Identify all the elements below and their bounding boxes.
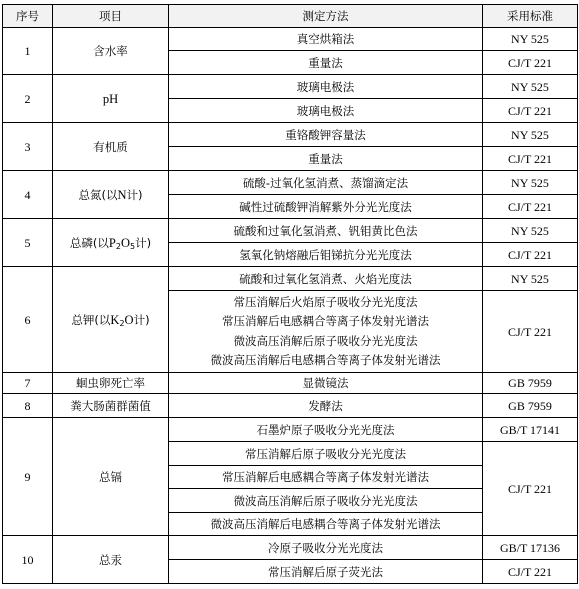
item-formula: K [110, 312, 120, 327]
method-cell: 重铬酸钾容量法 [169, 123, 483, 147]
standard-cell: CJ/T 221 [483, 51, 578, 75]
method-cell: 真空烘箱法 [169, 28, 483, 51]
method-cell-multiline [169, 291, 483, 373]
standard-cell: CJ/T 221 [483, 560, 578, 584]
item-formula: P [108, 235, 116, 250]
method-line: 常压消解后火焰原子吸收分光光度法 [233, 294, 418, 309]
method-cell: 常压消解后原子荧光法 [169, 560, 483, 584]
item-name-prefix: 总磷(以 [69, 235, 109, 250]
standard-cell: GB/T 17141 [483, 418, 578, 442]
method-line: 微波高压消解后电感耦合等离子体发射光谱法 [210, 353, 441, 367]
method-cell: 微波高压消解后电感耦合等离子体发射光谱法 [169, 513, 483, 536]
item-name: 含水率 [53, 28, 169, 75]
item-formula: O [120, 235, 130, 250]
table-row [3, 123, 578, 147]
method-cell: 玻璃电极法 [169, 99, 483, 123]
item-formula: N [117, 187, 127, 202]
method-line: 常压消解后电感耦合等离子体发射光谱法 [222, 314, 429, 328]
row-number: 3 [3, 123, 53, 171]
item-name: 有机质 [53, 123, 169, 171]
standard-cell: CJ/T 221 [483, 147, 578, 171]
standard-cell: CJ/T 221 [483, 195, 578, 219]
row-number: 4 [3, 171, 53, 219]
method-cell: 硫酸和过氧化氢消煮、火焰光度法 [169, 267, 483, 291]
header-standard: 采用标准 [483, 5, 578, 28]
standard-cell: NY 525 [483, 219, 578, 243]
table-row [3, 171, 578, 195]
header-no: 序号 [3, 5, 53, 28]
item-name-suffix: 计) [133, 312, 150, 327]
standard-cell: GB 7959 [483, 394, 578, 418]
method-cell: 重量法 [169, 51, 483, 75]
table-row [3, 536, 578, 560]
standard-cell: CJ/T 221 [483, 99, 578, 123]
table-row [3, 219, 578, 243]
table-row [3, 418, 578, 442]
item-formula-subscript: 5 [129, 241, 136, 251]
item-formula-subscript: 2 [119, 318, 125, 328]
item-name: 总汞 [53, 536, 169, 584]
row-number: 5 [3, 219, 53, 267]
method-cell: 氢氧化钠熔融后钼锑抗分光光度法 [169, 243, 483, 267]
method-cell: 玻璃电极法 [169, 75, 483, 99]
method-cell: 石墨炉原子吸收分光光度法 [169, 418, 483, 442]
row-number: 2 [3, 75, 53, 123]
standard-cell: GB/T 17136 [483, 536, 578, 560]
row-number: 10 [3, 536, 53, 584]
method-line: 微波高压消解后原子吸收分光光度法 [233, 333, 418, 348]
item-name-prefix: 总氮(以 [78, 187, 118, 202]
method-cell: 常压消解后原子吸收分光光度法 [169, 442, 483, 466]
item-name: pH [53, 75, 169, 123]
standard-cell: NY 525 [483, 267, 578, 291]
row-number: 9 [3, 418, 53, 536]
item-name: 粪大肠菌群菌值 [53, 394, 169, 418]
header-method: 测定方法 [169, 5, 483, 28]
item-name [53, 171, 169, 219]
standard-cell: CJ/T 221 [483, 291, 578, 373]
item-name [53, 267, 169, 373]
method-cell: 硫酸-过氧化氢消煮、蒸馏滴定法 [169, 171, 483, 195]
table-row [3, 267, 578, 291]
table-row [3, 75, 578, 99]
row-number: 1 [3, 28, 53, 75]
item-name-suffix: 计) [126, 187, 143, 202]
item-name: 蛔虫卵死亡率 [53, 373, 169, 394]
method-cell: 硫酸和过氧化氢消煮、钒钼黄比色法 [169, 219, 483, 243]
header-row [3, 5, 578, 28]
item-name [53, 219, 169, 267]
row-number: 6 [3, 267, 53, 373]
table-row [3, 28, 578, 51]
item-name-prefix: 总钾(以 [71, 312, 111, 327]
method-cell: 微波高压消解后原子吸收分光光度法 [169, 489, 483, 513]
standard-cell: NY 525 [483, 171, 578, 195]
item-name: 总镉 [53, 418, 169, 536]
item-name-suffix: 计) [135, 235, 152, 250]
method-cell: 碱性过硫酸钾消解紫外分光光度法 [169, 195, 483, 219]
row-number: 7 [3, 373, 53, 394]
method-cell: 重量法 [169, 147, 483, 171]
standard-cell: CJ/T 221 [483, 243, 578, 267]
row-number: 8 [3, 394, 53, 418]
standard-cell: GB 7959 [483, 373, 578, 394]
method-cell: 冷原子吸收分光光度法 [169, 536, 483, 560]
method-cell: 显微镜法 [169, 373, 483, 394]
item-formula: O [124, 312, 134, 327]
standard-cell: CJ/T 221 [483, 442, 578, 536]
standards-table [2, 4, 578, 584]
item-formula-subscript: 2 [115, 241, 121, 251]
header-item: 项目 [53, 5, 169, 28]
table-row [3, 373, 578, 394]
standard-cell: NY 525 [483, 75, 578, 99]
method-cell: 发酵法 [169, 394, 483, 418]
standard-cell: NY 525 [483, 28, 578, 51]
standard-cell: NY 525 [483, 123, 578, 147]
method-cell: 常压消解后电感耦合等离子体发射光谱法 [169, 466, 483, 489]
table-row [3, 394, 578, 418]
